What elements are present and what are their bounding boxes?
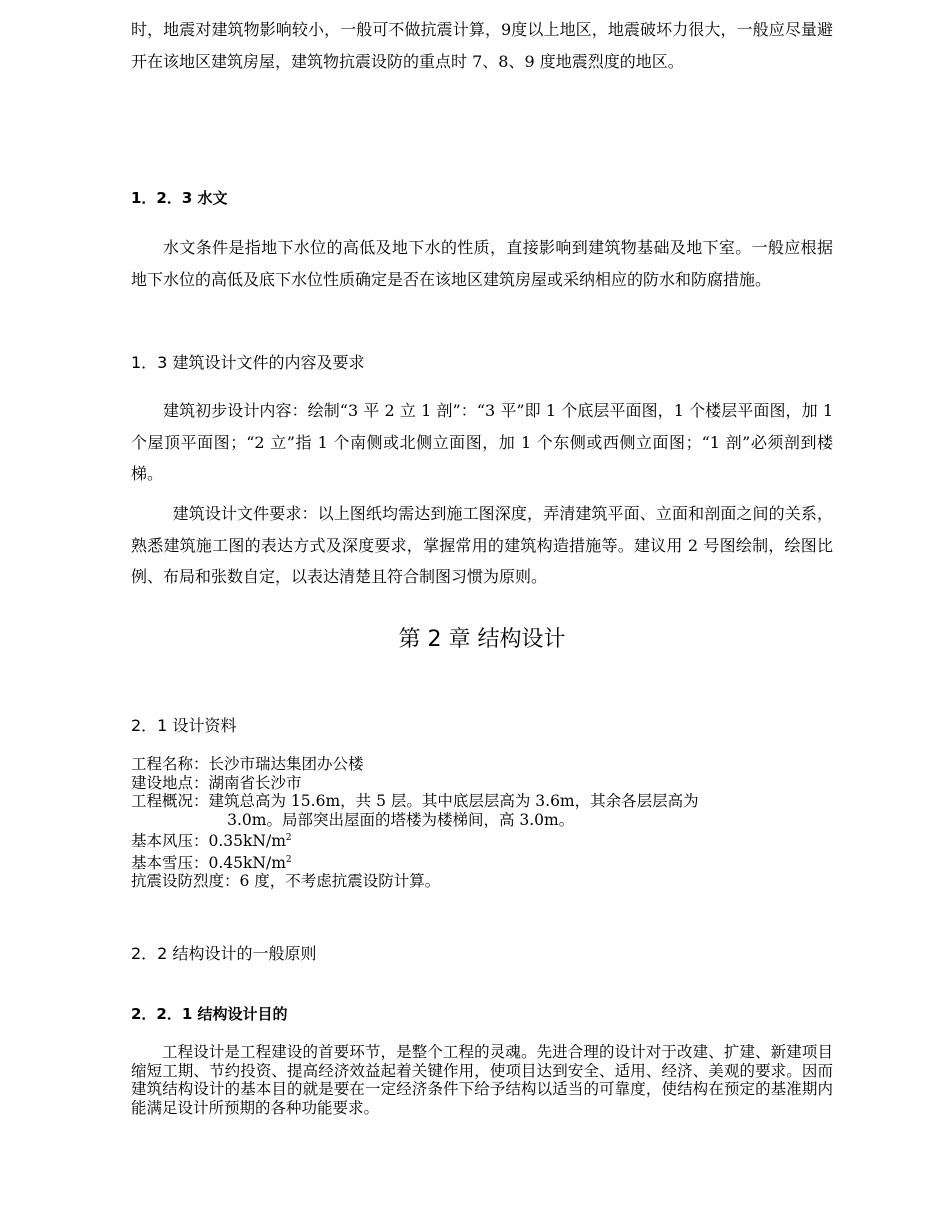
superscript: 2: [285, 833, 292, 843]
info-overview-line2: 3.0m。局部突出屋面的塔楼为楼梯间，高 3.0m。: [227, 810, 575, 829]
chapter-title: 第 2 章 结构设计: [398, 627, 566, 652]
paragraph-design-requirements: 建筑设计文件要求：以上图纸均需达到施工图深度，弄清建筑平面、立面和剖面之间的关系，熟悉建筑施工图的表达方式及深度要求，掌握常用的建筑构造措施等。建议用 2 号图绘制，绘图比例、布局和张数自定，以表达清楚且符合制图习惯为原则。: [131, 504, 833, 586]
paragraph-hydrology: 水文条件是指地下水位的高低及地下水的性质，直接影响到建筑物基础及地下室。一般应根据地下水位的高低及底下水位性质确定是否在该地区建筑房屋或采纳相应的防水和防腐措施。: [131, 238, 833, 289]
info-wind-text: 基本风压：0.35kN/m: [131, 832, 286, 850]
heading-2-1: 2．1 设计资料: [131, 716, 237, 735]
heading-2-2: 2．2 结构设计的一般原则: [131, 944, 317, 963]
info-overview-line1: 工程概况：建筑总高为 15.6m，共 5 层。其中底层层高为 3.6m，其余各层层高为: [131, 792, 699, 810]
superscript: 2: [285, 854, 292, 865]
info-wind-pressure: [131, 829, 833, 851]
info-project-name: 工程名称：长沙市瑞达集团办公楼: [131, 755, 364, 773]
info-seismic-intensity: 抗震设防烈度：6 度，不考虑抗震设防计算。: [131, 872, 441, 890]
paragraph-design-purpose: 工程设计是工程建设的首要环节，是整个工程的灵魂。先进合理的设计对于改建、扩建、新建项目缩短工期、节约投资、提高经济效益起着关键作用，使项目达到安全、适用、经济、美观的要求。因而建筑结构设计的基本目的就是要在一定经济条件下给予结构以适当的可靠度，使结构在预定的基准期内能满足设计所预期的各种功能要求。: [131, 1043, 833, 1117]
info-snow-text: 基本雪压：0.45kN/m: [131, 853, 286, 872]
heading-1-2-3: 1．2．3 水文: [131, 189, 228, 207]
paragraph-seismic-intro: 时，地震对建筑物影响较小，一般可不做抗震计算，9度以上地区，地震破坏力很大，一般应尽量避开在该地区建筑房屋，建筑物抗震设防的重点时 7、8、9 度地震烈度的地区。: [131, 20, 833, 71]
design-info-block: [131, 755, 833, 891]
heading-1-3: 1．3 建筑设计文件的内容及要求: [131, 353, 365, 372]
info-snow-pressure: [131, 851, 833, 873]
paragraph-design-content: 建筑初步设计内容：绘制“3 平 2 立 1 剖”：“3 平”即 1 个底层平面图，1 个楼层平面图，加 1 个屋顶平面图；“2 立”指 1 个南侧或北侧立面图，加 1 个东侧或西侧立面图；“1 剖”必须剖到楼梯。: [131, 401, 833, 483]
info-site: 建设地点：湖南省长沙市: [131, 773, 302, 792]
heading-2-2-1: 2．2．1 结构设计目的: [131, 1005, 288, 1023]
